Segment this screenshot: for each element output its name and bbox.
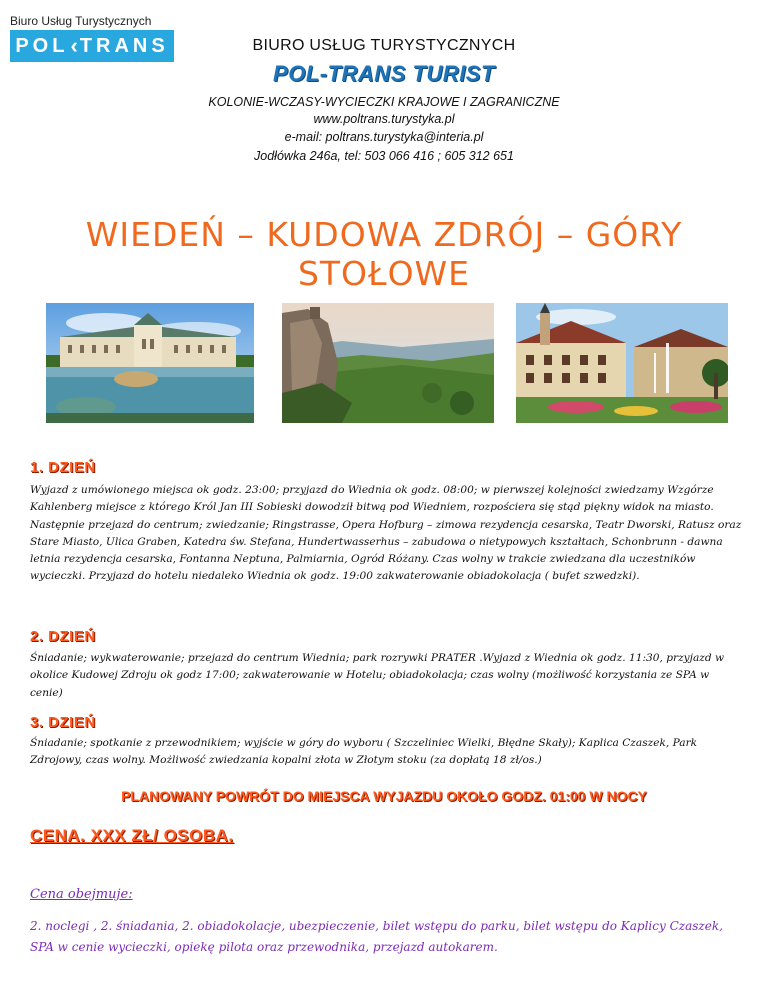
company-name-small: Biuro Usług Turystycznych bbox=[10, 14, 152, 28]
tagline: KOLONIE-WCZASY-WYCIECZKI KRAJOWE I ZAGRANICZNE bbox=[208, 95, 560, 109]
day-1-description: Wyjazd z umówionego miejsca ok godz. 23:00; przyjazd do Wiednia ok godz. 08:00; w pierwszej kolejności zwiedzamy Wzgórze Kahlenberg miejsce z którego Król Jan III Sobieski dowodził bitwą pod Wiedniem, rozpościera się stąd piękny widok na miasto. Następnie przejazd do centrum; zwiedzanie; Ringstrasse, Opera Hofburg – zimowa rezydencja cesarska, Teatr Dworski, Ratusz oraz Stare Miasto, Ulica Graben, Katedra św. Stefana, Hundertwasserhus – zabudowa o nietypowych kształtach, Schonbrunn - dawna letnia rezydencja cesarska, Fontanna Neptuna, Palmiarnia, Ogród Różany. Czas wolny w trakcie zwiedzana dla uczestników wycieczki. Przyjazd do hotelu niedaleko Wiednia ok godz. 19:00 zakwaterowanie obiadokolacja ( bufet szwedzki). bbox=[30, 484, 742, 583]
return-time-note: PLANOWANY POWRÓT DO MIEJSCA WYJAZDU OKOŁO GODZ. 01:00 W NOCY bbox=[121, 788, 647, 804]
address-phone: Jodłówka 246a, tel: 503 066 416 ; 605 312 651 bbox=[254, 149, 514, 163]
day-2-description: Śniadanie; wykwaterowanie; przejazd do centrum Wiednia; park rozrywki PRATER .Wyjazd z Wiednia ok godz. 11:30, przyjazd w okolice Kudowej Zdroju ok godz 17:00; zakwaterowanie w Hotelu; obiadokolacja; czas wolny (możliwość korzystania ze SPA w cenie) bbox=[30, 652, 725, 699]
logo-text-pol: POL bbox=[15, 34, 69, 57]
brand-name: POL-TRANS TURIST bbox=[273, 61, 495, 86]
logo-mark-icon: ‹ bbox=[70, 33, 78, 58]
price-per-person: CENA. XXX ZŁ/ OSOBA. bbox=[30, 826, 234, 845]
day-2-heading: 2. DZIEŃ bbox=[30, 628, 96, 645]
photo-strip bbox=[46, 303, 728, 423]
kudowa-spa-photo bbox=[516, 303, 728, 423]
price-includes-heading: Cena obejmuje: bbox=[30, 887, 133, 902]
trip-title: WIEDEŃ – KUDOWA ZDRÓJ – GÓRY STOŁOWE bbox=[85, 215, 683, 293]
day-3-description: Śniadanie; spotkanie z przewodnikiem; wyjście w góry do wyboru ( Szczeliniec Wielki, Błędne Skały); Kaplica Czaszek, Park Zdrojowy, czas wolny. Możliwość zwiedzania kopalni złota w Złotym stoku (za dopłatą 18 zł/os.) bbox=[30, 737, 698, 767]
day-1-heading: 1. DZIEŃ bbox=[30, 459, 96, 476]
table-mountains-photo bbox=[282, 303, 494, 423]
email-link[interactable]: e-mail: poltrans.turystyka@interia.pl bbox=[284, 130, 484, 144]
belvedere-palace-photo bbox=[46, 303, 254, 423]
logo-text-trans: TRANS bbox=[79, 34, 169, 57]
office-heading: BIURO USŁUG TURYSTYCZNYCH bbox=[252, 37, 516, 54]
day-3-heading: 3. DZIEŃ bbox=[30, 714, 96, 731]
price-includes-list: 2. noclegi , 2. śniadania, 2. obiadokolacje, ubezpieczenie, bilet wstępu do parku, bilet wstępu do Kaplicy Czaszek, SPA w cenie wycieczki, opiekę pilota oraz przewodnika, przejazd autokarem. bbox=[30, 919, 723, 954]
website-link[interactable]: www.poltrans.turystyka.pl bbox=[313, 112, 455, 126]
